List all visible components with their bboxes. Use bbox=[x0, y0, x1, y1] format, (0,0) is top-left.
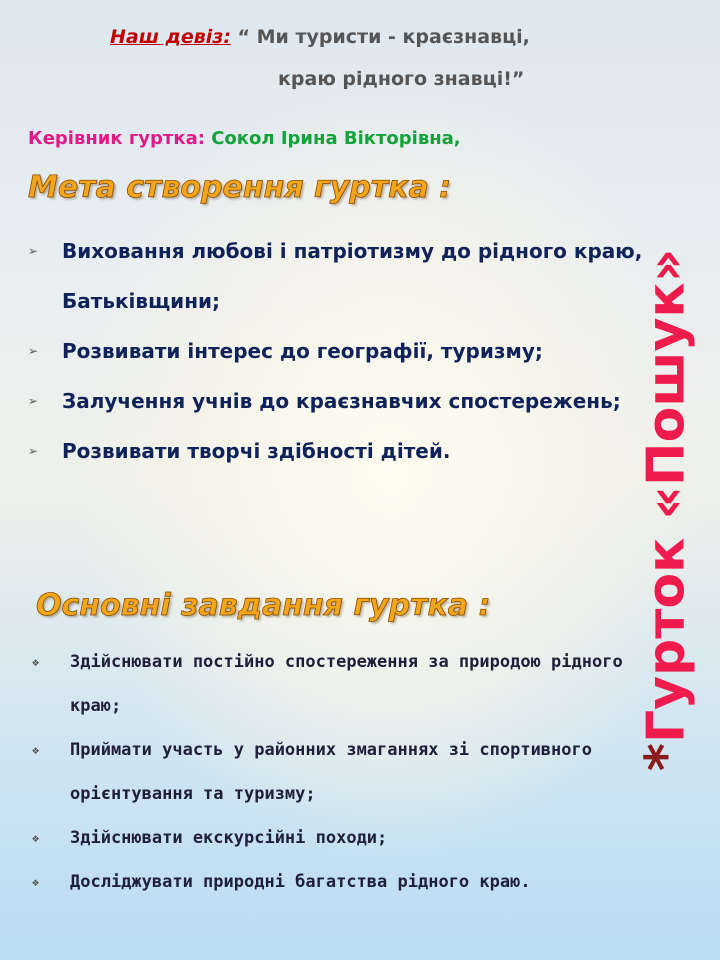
task-item-text: Приймати участь у районних змаганнях зі спортивного орієнтування та туризму; bbox=[70, 740, 592, 804]
task-item bbox=[26, 816, 666, 860]
goal-item bbox=[26, 376, 656, 426]
diamond-bullet-icon: ❖ bbox=[32, 655, 40, 669]
task-list bbox=[26, 640, 666, 904]
motto-line-1 bbox=[110, 26, 530, 48]
tasks-heading: Основні завдання гуртка : bbox=[36, 588, 491, 623]
goal-item-text: Залучення учнів до краєзнавчих спостережень; bbox=[62, 389, 621, 413]
arrow-bullet-icon: ➢ bbox=[28, 344, 39, 358]
club-leader bbox=[28, 128, 461, 149]
arrow-bullet-icon: ➢ bbox=[28, 394, 39, 408]
task-item-text: Здійснювати постійно спостереження за природою рідного краю; bbox=[70, 652, 623, 716]
side-title bbox=[634, 249, 697, 772]
motto-text-1: “ Ми туристи - краєзнавці, bbox=[237, 26, 530, 48]
motto-label: Наш девіз: bbox=[110, 26, 231, 48]
motto-line-2: краю рідного знавці!” bbox=[278, 68, 525, 90]
leader-label: Керівник гуртка bbox=[28, 128, 198, 149]
diamond-bullet-icon: ❖ bbox=[32, 875, 40, 889]
goal-list bbox=[26, 226, 656, 476]
star-icon: * bbox=[633, 743, 697, 772]
goal-item-text: Виховання любові і патріотизму до рідного краю, Батьківщини; bbox=[62, 239, 643, 313]
task-item-text: Досліджувати природні багатства рідного краю. bbox=[70, 872, 531, 892]
goal-item bbox=[26, 326, 656, 376]
diamond-bullet-icon: ❖ bbox=[32, 743, 40, 757]
arrow-bullet-icon: ➢ bbox=[28, 444, 39, 458]
goal-item-text: Розвивати інтерес до географії, туризму; bbox=[62, 339, 543, 363]
task-item bbox=[26, 728, 666, 816]
side-title-text: Гурток «Пошук» bbox=[636, 248, 697, 744]
side-title-container bbox=[620, 220, 710, 800]
arrow-bullet-icon: ➢ bbox=[28, 244, 39, 258]
leader-colon: : bbox=[197, 128, 205, 149]
goal-item-text: Розвивати творчі здібності дітей. bbox=[62, 439, 451, 463]
goal-item bbox=[26, 426, 656, 476]
task-item bbox=[26, 860, 666, 904]
leader-name: Сокол Ірина Вікторівна, bbox=[211, 128, 461, 149]
goal-heading: Мета створення гуртка : bbox=[28, 170, 452, 205]
task-item-text: Здійснювати екскурсійні походи; bbox=[70, 828, 388, 848]
task-item bbox=[26, 640, 666, 728]
goal-item bbox=[26, 226, 656, 326]
diamond-bullet-icon: ❖ bbox=[32, 831, 40, 845]
